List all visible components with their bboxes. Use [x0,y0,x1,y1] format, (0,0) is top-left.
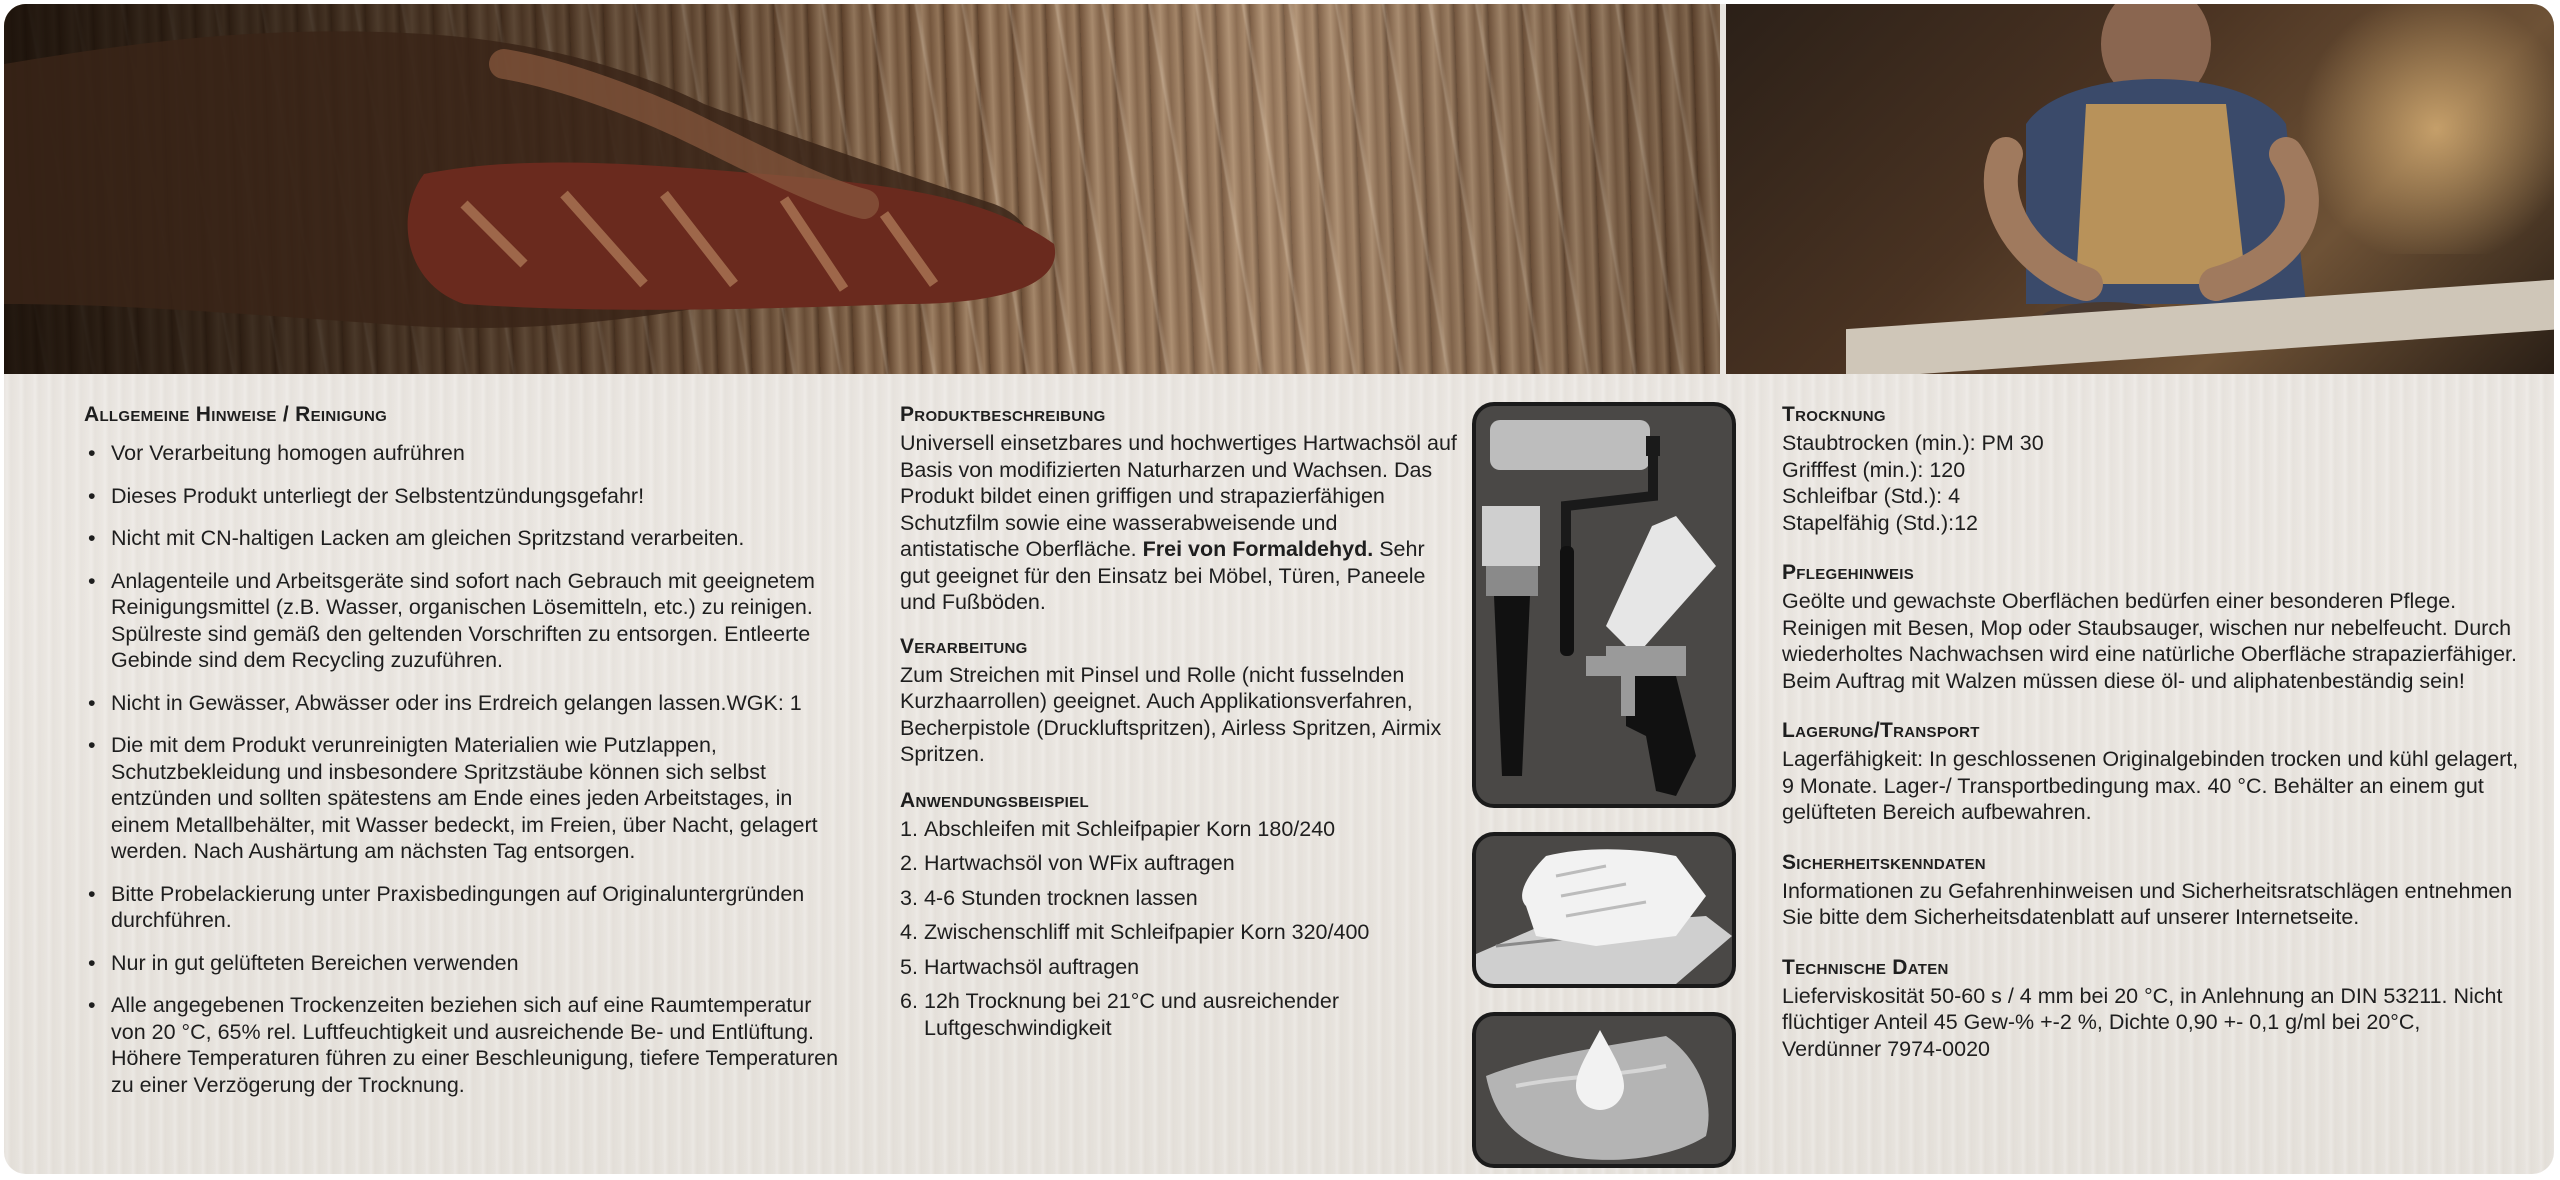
application-example-heading: Anwendungsbeispiel [900,788,1089,812]
list-item [900,816,1460,843]
storage-heading: Lagerung/Transport [1782,719,1980,742]
technical-data-section [1782,955,2522,1063]
step-text: Abschleifen mit Schleifpapier Korn 180/240 [924,816,1336,841]
care-section [1782,560,2522,694]
general-notes-list [84,440,844,1098]
storage-section [1782,718,2522,826]
hand-with-cloth-illustration [4,4,1720,374]
list-item [900,850,1460,877]
application-example-section [900,788,1460,1042]
drying-line: Staubtrocken (min.): PM 30 [1782,431,2044,455]
list-item [900,885,1460,912]
paint-tools-icon [1472,402,1736,808]
processing-section [900,634,1460,768]
general-notes-heading: Allgemeine Hinweise / Reinigung [84,403,388,426]
list-item: • Die mit dem Produkt verunreinigten Materialien wie Putzlappen, Schutzbekleidung und insbesondere Spritzstäube können sich selbst entzünden und sollten spätestens am Ende eines jeden Arbeitstages, in einem Metallbehälter, mit Wasser bedeckt, im Freien, über Nacht, gelagert werden. Nach Aushärtung am nächsten Tag entsorgen. [84,732,844,865]
step-number: 2. [900,851,918,875]
list-item: • Alle angegebenen Trockenzeiten beziehen sich auf eine Raumtemperatur von 20 °C, 65% rel. Luftfeuchtigkeit und ausreichende Be- und Entlüftung. Höhere Temperaturen führen zu einer Beschleunigung, tiefere Temperaturen zu einer Verzögerung der Trocknung. [84,992,844,1098]
list-item: • Anlagenteile und Arbeitsgeräte sind sofort nach Gebrauch mit geeignetem Reinigungsmittel (z.B. Wasser, organischen Lösemitteln, etc.) zu reinigen. Spülreste sind gemäß den geltenden Vorschriften zu entsorgen. Entleerte Gebinde sind dem Recycling zuzuführen. [84,568,844,674]
safety-text: Informationen zu Gefahrenhinweisen und Sicherheitsratschlägen entnehmen Sie bitte dem Sicherheitsdatenblatt auf unserer Internetseite. [1782,878,2513,929]
product-description-body: Universell einsetzbares und hochwertiges Hartwachsöl auf Basis von modifizierten Naturharzen und Wachsen. Das Produkt bildet einen griffigen und strapazierfähigen Schutzfilm sowie eine wasserabweisende und antistatische Oberfläche. [900,431,1457,561]
product-description-text [900,430,1460,616]
safety-section [1782,850,2522,931]
list-item: • Bitte Probelackierung unter Praxisbedingungen auf Originaluntergründen durchführen. [84,881,844,934]
craftsman-sanding-photo [1726,4,2554,374]
processing-text: Zum Streichen mit Pinsel und Rolle (nicht fusselnden Kurzhaarrollen) geeignet. Auch Applikationsverfahren, Becherpistole (Druckluftspritzen), Airless Spritzen, Airmix Spritzen. [900,662,1442,766]
drying-line: Schleifbar (Std.): 4 [1782,484,1961,508]
list-item: • Vor Verarbeitung homogen aufrühren [84,440,844,467]
list-item: • Dieses Produkt unterliegt der Selbstentzündungsgefahr! [84,483,844,510]
product-column [900,402,1460,1065]
step-number: 3. [900,885,918,910]
step-text: Zwischenschliff mit Schleifpapier Korn 320/400 [924,920,1370,944]
product-description-heading: Produktbeschreibung [900,403,1106,426]
step-text: 12h Trocknung bei 21°C und ausreichender Luftgeschwindigkeit [924,989,1339,1040]
safety-heading: Sicherheitskenndaten [1782,850,1986,874]
drying-line: Stapelfähig (Std.):12 [1782,510,1979,535]
technical-column [1782,402,2522,1086]
drying-heading: Trocknung [1782,403,1886,426]
list-item [900,988,1460,1041]
drop-on-surface-icon [1472,1012,1736,1168]
processing-heading: Verarbeitung [900,634,1028,658]
technical-data-heading: Technische Daten [1782,955,1949,979]
list-item: • Nur in gut gelüfteten Bereichen verwenden [84,950,844,977]
step-number: 1. [900,816,918,841]
step-text: Hartwachsöl von WFix auftragen [924,851,1235,875]
step-number: 4. [900,920,918,944]
step-number: 5. [900,954,918,979]
step-text: 4-6 Stunden trocknen lassen [924,885,1198,910]
general-notes-column [84,402,844,1114]
datasheet-panel [4,4,2554,1174]
list-item [900,954,1460,981]
hand-cloth-wood-photo [4,4,1720,374]
product-description-section [900,402,1460,616]
care-heading: Pflegehinweis [1782,561,1915,584]
step-number: 6. [900,989,918,1013]
list-item: • Nicht in Gewässer, Abwässer oder ins Erdreich gelangen lassen.WGK: 1 [84,690,844,717]
product-usage-text: Sehr gut geeignet für den Einsatz bei Möbel, Türen, Paneele und Fußböden. [900,537,1426,614]
drying-section [1782,402,2522,536]
formaldehyde-free-note: Frei von Formaldehyd. [1142,537,1374,561]
step-text: Hartwachsöl auftragen [924,954,1140,979]
drying-line: Grifffest (min.): 120 [1782,457,1966,482]
cloth-hand-icon [1472,832,1736,988]
storage-text: Lagerfähigkeit: In geschlossenen Originalgebinden trocken und kühl gelagert, 9 Monate. Lager-/ Transportbedingung max. 40 °C. Behälter an einem gut gelüfteten Bereich aufbewahren. [1782,747,2519,824]
care-text: Geölte und gewachste Oberflächen bedürfen einer besonderen Pflege. Reinigen mit Besen, Mop oder Staubsauger, wischen nur nebelfeucht. Durch wiederholtes Nachwachsen wird eine natürliche Oberfläche strapazierfähiger. Beim Auftrag mit Walzen müssen diese öl- und aliphatenbeständig sein! [1782,589,2517,693]
list-item [900,919,1460,946]
application-steps-list [900,816,1460,1042]
technical-data-text: Lieferviskosität 50-60 s / 4 mm bei 20 °C, in Anlehnung an DIN 53211. Nicht flüchtiger Anteil 45 Gew-% +-2 %, Dichte 0,90 +- 0,1 g/ml bei 20°C, Verdünner 7974-0020 [1782,983,2503,1061]
list-item: • Nicht mit CN-haltigen Lacken am gleichen Spritzstand verarbeiten. [84,525,844,552]
